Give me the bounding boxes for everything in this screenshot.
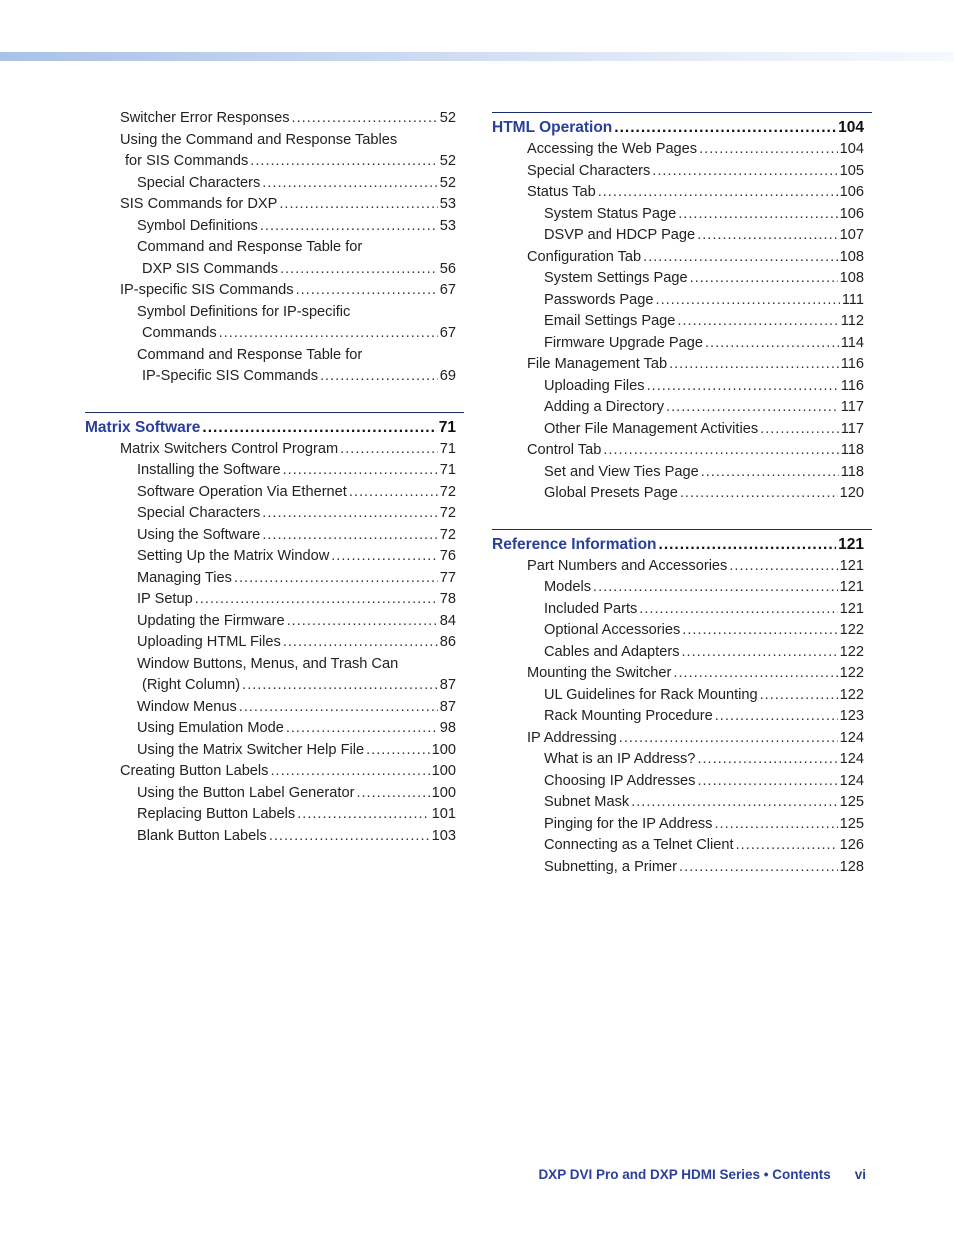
dot-leader xyxy=(286,718,438,740)
toc-entry[interactable] xyxy=(85,151,464,173)
toc-entry-page: 77 xyxy=(439,569,456,586)
toc-entry[interactable] xyxy=(85,718,464,740)
toc-entry[interactable] xyxy=(492,577,872,599)
toc-entry[interactable] xyxy=(85,783,464,805)
dot-leader xyxy=(643,247,838,269)
toc-entry[interactable] xyxy=(85,675,464,697)
toc-entry-page: 108 xyxy=(839,270,864,286)
toc-entry-page: 69 xyxy=(439,368,456,384)
toc-entry-page: 125 xyxy=(839,794,864,810)
toc-entry[interactable] xyxy=(85,460,464,482)
toc-entry[interactable] xyxy=(492,311,872,333)
toc-entry-title: Setting Up the Matrix Window xyxy=(137,548,330,564)
dot-leader xyxy=(697,749,837,771)
toc-entry[interactable] xyxy=(85,216,464,238)
header-gradient-bar xyxy=(0,52,954,61)
toc-entry-title: Adding a Directory xyxy=(544,399,665,415)
toc-entry-title: Window Menus xyxy=(137,698,237,715)
toc-entry-title: System Settings Page xyxy=(544,270,688,286)
toc-entry[interactable] xyxy=(85,589,464,611)
toc-entry-title: Symbol Definitions xyxy=(137,217,258,234)
toc-entry-page: 118 xyxy=(840,463,864,480)
toc-entry-title: Updating the Firmware xyxy=(137,612,285,629)
toc-entry-page: 114 xyxy=(840,334,864,351)
dot-leader xyxy=(262,503,437,525)
toc-entry[interactable] xyxy=(492,204,872,226)
toc-entry-title: Passwords Page xyxy=(544,291,654,308)
toc-entry-title: IP Addressing xyxy=(527,729,617,746)
toc-entry-title: Commands xyxy=(142,325,217,341)
toc-entry-page: 78 xyxy=(439,591,456,607)
toc-entry[interactable] xyxy=(85,761,464,783)
toc-entry-title: Email Settings Page xyxy=(544,313,676,329)
toc-entry[interactable] xyxy=(492,857,872,879)
toc-column-left xyxy=(85,108,464,847)
toc-entry-page: 126 xyxy=(839,837,864,853)
toc-entry-page: 121 xyxy=(839,579,864,595)
toc-entry-title: Uploading HTML Files xyxy=(137,634,281,650)
dot-leader xyxy=(250,151,437,173)
toc-entry[interactable] xyxy=(85,632,464,654)
dot-leader xyxy=(593,577,838,599)
dot-leader xyxy=(729,556,837,578)
toc-entry-page: 72 xyxy=(439,526,456,543)
toc-entry-title: Subnetting, a Primer xyxy=(544,858,678,875)
toc-entry[interactable] xyxy=(85,568,464,590)
toc-entry-page: 98 xyxy=(439,720,456,736)
toc-entry-title: Cables and Adapters xyxy=(544,643,680,660)
section-heading-reference-information[interactable]: Reference Information ..... 121 xyxy=(492,534,872,556)
toc-entry-title: Software Operation Via Ethernet xyxy=(137,483,347,500)
dot-leader xyxy=(673,663,837,685)
toc-entry-title: Using the Matrix Switcher Help File xyxy=(137,741,365,758)
toc-entry-page: 121 xyxy=(839,600,864,617)
toc-entry-page: 72 xyxy=(439,505,456,521)
toc-entry-page: 71 xyxy=(439,440,456,457)
dot-leader xyxy=(656,290,840,312)
toc-entry[interactable] xyxy=(492,225,872,247)
toc-entry-title: Included Parts xyxy=(544,600,638,617)
toc-entry-title: IP Setup xyxy=(137,591,193,607)
toc-entry-title: Blank Button Labels xyxy=(137,827,267,844)
toc-entry-title: (Right Column) xyxy=(142,677,241,693)
dot-leader xyxy=(639,599,837,621)
toc-entry-page: 106 xyxy=(839,205,864,222)
toc-entry-page: 122 xyxy=(839,643,864,660)
toc-entry-page: 124 xyxy=(839,751,864,767)
toc-entries-matrix xyxy=(85,439,464,848)
toc-entry[interactable] xyxy=(492,161,872,183)
toc-entry-title: Using the Button Label Generator xyxy=(137,784,355,801)
toc-entry-page: 120 xyxy=(839,485,864,501)
dot-leader xyxy=(678,204,837,226)
toc-section-reference-information xyxy=(492,529,872,879)
dot-leader xyxy=(287,611,438,633)
toc-entry[interactable] xyxy=(492,139,872,161)
toc-entry[interactable] xyxy=(85,826,464,848)
dot-leader xyxy=(699,139,838,161)
toc-entry-page: 86 xyxy=(439,634,456,650)
toc-entry[interactable] xyxy=(492,620,872,642)
dot-leader xyxy=(349,482,438,504)
toc-entries-html xyxy=(492,139,872,505)
toc-entry-title: File Management Tab xyxy=(527,356,668,372)
toc-entry-title: Special Characters xyxy=(137,505,261,521)
toc-entry-title: Firmware Upgrade Page xyxy=(544,334,703,351)
toc-entry-title: Switcher Error Responses xyxy=(120,110,290,126)
toc-entry[interactable] xyxy=(492,290,872,312)
toc-entry-page: 52 xyxy=(439,174,456,191)
dot-leader xyxy=(283,460,438,482)
toc-entry-title: IP-specific SIS Commands xyxy=(120,282,294,298)
toc-entry-page: 122 xyxy=(839,622,864,638)
toc-entry-page: 87 xyxy=(439,677,456,693)
toc-entry-page: 128 xyxy=(839,858,864,875)
toc-entry-page: 106 xyxy=(839,184,864,200)
dot-leader xyxy=(603,440,838,462)
toc-entry-title: Configuration Tab xyxy=(527,248,642,265)
dot-leader xyxy=(234,568,438,590)
toc-entry-title: IP-Specific SIS Commands xyxy=(142,368,318,384)
toc-entry[interactable] xyxy=(492,706,872,728)
dot-leader xyxy=(690,268,838,290)
toc-entry[interactable] xyxy=(492,354,872,376)
toc-entry-line: Window Buttons, Menus, and Trash Can xyxy=(137,655,399,672)
dot-leader xyxy=(705,333,839,355)
dot-leader xyxy=(680,483,838,505)
toc-entry-page: 104 xyxy=(839,141,864,157)
dot-leader xyxy=(280,259,438,281)
dot-leader xyxy=(682,642,838,664)
toc-entry-page: 124 xyxy=(839,772,864,789)
toc-entry-page: 76 xyxy=(439,548,456,564)
toc-entry-title: Using the Software xyxy=(137,526,261,543)
toc-entry-title: Connecting as a Telnet Client xyxy=(544,837,734,853)
toc-entry-page: 116 xyxy=(840,377,864,394)
toc-entry-title: Optional Accessories xyxy=(544,622,681,638)
toc-entry-page: 100 xyxy=(431,741,456,758)
dot-leader xyxy=(760,419,839,441)
toc-entry-line: Command and Response Table for xyxy=(137,346,363,363)
footer-title: DXP DVI Pro and DXP HDMI Series • Contents xyxy=(538,1167,831,1182)
toc-entry-page: 52 xyxy=(439,153,456,169)
dot-leader xyxy=(631,792,837,814)
section-heading-matrix-software[interactable]: Matrix Software ..... 71 xyxy=(85,417,464,439)
toc-entry[interactable] xyxy=(85,323,464,345)
toc-entry-page: 87 xyxy=(439,698,456,715)
dot-leader xyxy=(647,376,839,398)
dot-leader xyxy=(714,814,837,836)
toc-entry-title: System Status Page xyxy=(544,205,677,222)
toc-entry[interactable] xyxy=(492,333,872,355)
toc-entry-title: Installing the Software xyxy=(137,462,281,478)
toc-entry-title: for SIS Commands xyxy=(125,153,249,169)
dot-leader xyxy=(715,706,838,728)
dot-leader xyxy=(619,728,838,750)
toc-entry-title: UL Guidelines for Rack Mounting xyxy=(544,686,758,703)
section-heading-html-operation[interactable]: HTML Operation ..... 104 xyxy=(492,117,872,139)
toc-entry-title: Pinging for the IP Address xyxy=(544,815,713,832)
toc-entry[interactable] xyxy=(492,728,872,750)
toc-entry[interactable] xyxy=(492,397,872,419)
dot-leader xyxy=(669,354,839,376)
toc-entry-title: Other File Management Activities xyxy=(544,420,759,437)
toc-entry-title: Managing Ties xyxy=(137,569,232,586)
toc-entry-title: Replacing Button Labels xyxy=(137,806,296,822)
toc-entry[interactable] xyxy=(492,814,872,836)
dot-leader xyxy=(219,323,438,345)
toc-entry-page: 103 xyxy=(431,827,456,844)
toc-entry[interactable] xyxy=(85,280,464,302)
toc-entry[interactable] xyxy=(492,182,872,204)
toc-entry-page: 52 xyxy=(439,110,456,126)
toc-entry-title: SIS Commands for DXP xyxy=(120,196,278,212)
toc-entry[interactable] xyxy=(85,697,464,719)
dot-leader xyxy=(297,804,429,826)
dot-leader xyxy=(598,182,838,204)
toc-entry-page: 125 xyxy=(839,815,864,832)
toc-entry[interactable] xyxy=(85,525,464,547)
dot-leader xyxy=(736,835,838,857)
toc-entry-page: 67 xyxy=(439,282,456,298)
toc-entry-title: Part Numbers and Accessories xyxy=(527,557,728,574)
dot-leader xyxy=(269,826,430,848)
toc-entry-page: 53 xyxy=(439,217,456,234)
toc-entry-page: 72 xyxy=(439,483,456,500)
dot-leader xyxy=(260,216,438,238)
toc-entry[interactable] xyxy=(85,173,464,195)
toc-entry[interactable] xyxy=(492,268,872,290)
dot-leader xyxy=(262,173,437,195)
toc-entry-page: 100 xyxy=(431,784,456,801)
toc-entry[interactable] xyxy=(492,835,872,857)
toc-entry-title: Accessing the Web Pages xyxy=(527,141,698,157)
toc-entries-reference xyxy=(492,556,872,879)
toc-entry[interactable] xyxy=(85,366,464,388)
toc-entry-title: Using Emulation Mode xyxy=(137,720,284,736)
toc-entry-title: Mounting the Switcher xyxy=(527,665,672,681)
dot-leader xyxy=(292,108,438,130)
toc-entry[interactable] xyxy=(85,259,464,281)
toc-entry[interactable] xyxy=(492,419,872,441)
toc-section-sis-continued xyxy=(85,108,464,388)
toc-entry-title: Control Tab xyxy=(527,442,602,458)
dot-leader xyxy=(283,632,438,654)
toc-entry-title: Set and View Ties Page xyxy=(544,463,699,480)
toc-entry-page: 117 xyxy=(840,420,864,437)
toc-entry[interactable] xyxy=(85,740,464,762)
toc-entry-page: 107 xyxy=(839,227,864,243)
toc-entry-title: Uploading Files xyxy=(544,377,645,394)
toc-entry-title: What is an IP Address? xyxy=(544,751,696,767)
toc-entry-title: Special Characters xyxy=(527,162,651,179)
dot-leader xyxy=(331,546,438,568)
dot-leader xyxy=(356,783,429,805)
page-footer xyxy=(538,1167,866,1182)
toc-entry[interactable] xyxy=(492,685,872,707)
toc-entry-page: 124 xyxy=(839,729,864,746)
toc-entry[interactable] xyxy=(492,749,872,771)
toc-entry-title: Creating Button Labels xyxy=(120,763,269,779)
footer-page-number: vi xyxy=(854,1167,866,1182)
dot-leader xyxy=(652,161,837,183)
toc-entry-title: Matrix Switchers Control Program xyxy=(120,440,339,457)
toc-section-matrix-software xyxy=(85,412,464,848)
toc-entry-page: 84 xyxy=(439,612,456,629)
toc-entry-page: 53 xyxy=(439,196,456,212)
toc-entry-page: 56 xyxy=(439,260,456,277)
toc-entry-title: Subnet Mask xyxy=(544,794,630,810)
toc-entry-title: Models xyxy=(544,579,592,595)
toc-entry-title: Choosing IP Addresses xyxy=(544,772,696,789)
dot-leader xyxy=(677,311,838,333)
toc-entry-title: DSVP and HDCP Page xyxy=(544,227,696,243)
toc-entry-page: 122 xyxy=(839,686,864,703)
toc-entry[interactable] xyxy=(492,642,872,664)
toc-entry-title: Global Presets Page xyxy=(544,485,678,501)
toc-section-html-operation xyxy=(492,112,872,505)
dot-leader xyxy=(666,397,839,419)
toc-entry[interactable] xyxy=(492,376,872,398)
dot-leader xyxy=(262,525,437,547)
toc-entry[interactable] xyxy=(492,599,872,621)
toc-entry-title: Special Characters xyxy=(137,174,261,191)
toc-entry-page: 117 xyxy=(840,399,864,415)
toc-entry[interactable] xyxy=(85,194,464,216)
toc-entry-page: 71 xyxy=(439,462,456,478)
dot-leader xyxy=(195,589,438,611)
toc-entry[interactable] xyxy=(85,482,464,504)
toc-entry-page: 105 xyxy=(839,162,864,179)
dot-leader xyxy=(679,857,838,879)
toc-entry[interactable] xyxy=(85,804,464,826)
toc-entry[interactable] xyxy=(85,611,464,633)
dot-leader xyxy=(697,771,837,793)
toc-entry[interactable] xyxy=(85,546,464,568)
toc-entry-page: 122 xyxy=(839,665,864,681)
dot-leader xyxy=(296,280,438,302)
dot-leader xyxy=(366,740,430,762)
dot-leader xyxy=(697,225,837,247)
toc-entry[interactable] xyxy=(492,483,872,505)
toc-entry[interactable] xyxy=(492,663,872,685)
toc-entry[interactable] xyxy=(492,462,872,484)
toc-entry[interactable] xyxy=(492,247,872,269)
toc-entry-page: 123 xyxy=(839,708,864,724)
dot-leader xyxy=(270,761,429,783)
toc-entry[interactable] xyxy=(85,108,464,130)
dot-leader xyxy=(239,697,438,719)
toc-entry-page: 116 xyxy=(840,356,864,372)
dot-leader xyxy=(701,462,839,484)
toc-entry-page: 101 xyxy=(431,806,456,822)
toc-entry[interactable] xyxy=(85,439,464,461)
toc-entry-line: Command and Response Table for xyxy=(137,239,363,255)
toc-entry-title: Rack Mounting Procedure xyxy=(544,708,713,724)
toc-column-right xyxy=(492,112,872,878)
toc-entry-page: 67 xyxy=(439,325,456,341)
toc-entry-page: 108 xyxy=(839,248,864,265)
toc-entry-page: 112 xyxy=(840,313,864,329)
dot-leader xyxy=(760,685,838,707)
toc-entry-page: 111 xyxy=(841,291,864,308)
toc-entry[interactable] xyxy=(85,503,464,525)
toc-entry-title: DXP SIS Commands xyxy=(142,260,278,277)
toc-entry-page: 121 xyxy=(839,557,864,574)
dot-leader xyxy=(242,675,438,697)
dot-leader xyxy=(682,620,837,642)
toc-entry[interactable] xyxy=(492,440,872,462)
toc-entry-line: Symbol Definitions for IP-specific xyxy=(137,303,351,320)
dot-leader xyxy=(320,366,438,388)
toc-entry[interactable] xyxy=(492,792,872,814)
toc-entry-line: Using the Command and Response Tables xyxy=(120,131,398,148)
dot-leader xyxy=(340,439,438,461)
toc-entry-page: 100 xyxy=(431,763,456,779)
toc-entry-title: Status Tab xyxy=(527,184,596,200)
toc-entry[interactable] xyxy=(492,556,872,578)
toc-entry-page: 118 xyxy=(840,442,864,458)
dot-leader xyxy=(279,194,437,216)
toc-entry[interactable] xyxy=(492,771,872,793)
